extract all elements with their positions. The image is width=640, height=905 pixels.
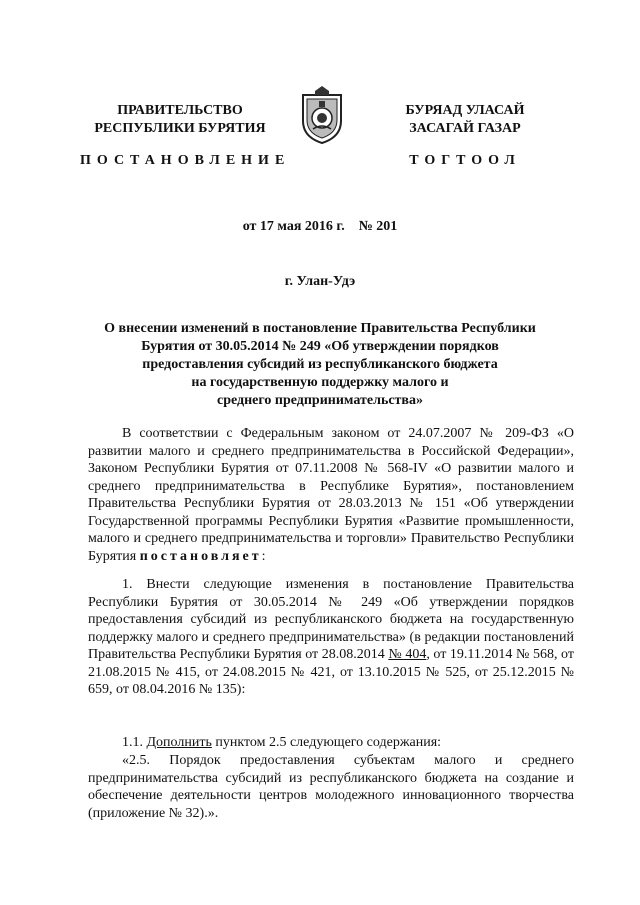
clause-1-1-prefix: 1.1.	[122, 735, 147, 750]
issuer-left	[80, 102, 280, 138]
preamble-tail: :	[261, 548, 266, 564]
city-line: г. Улан-Удэ	[284, 274, 356, 289]
preamble-paragraph	[88, 425, 574, 565]
clause-1-1-paragraph	[88, 734, 574, 752]
date-number-line: от 17 мая 2016 г. № 201	[242, 219, 398, 234]
clause-1-tail: , от 19.11.2014 № 568, от 21.08.2015 № 415, от 24.08.2015 № 421, от 13.10.2015 № 525, от 25.12.2015 № 659, от 08.04.2016 № 135):	[88, 647, 574, 697]
clause-1-text: 1. Внести следующие изменения в постановление Правительства Республики Бурятия от 30.05.2014 № 249 «Об утверждении порядков предоставления субсидий из республиканского бюджета на государственную поддержку малого и среднего предпринимательства» (в редакции постановлений Правительства Республики Бурятия от 28.08.2014	[88, 577, 574, 662]
document-type-ru: ПОСТАНОВЛЕНИЕ	[80, 153, 291, 168]
clause-2-5-text: «2.5. Порядок предоставления субъектам малого и среднего предпринимательства субсидий из республиканского бюджета на создание и обеспечение деятельности центров молодежного инновационного творчества (приложение № 32).».	[88, 753, 574, 821]
heading-line: Бурятия от 30.05.2014 № 249 «Об утверждении порядков	[141, 339, 499, 354]
heading-line: предоставления субсидий из республиканского бюджета	[142, 357, 498, 372]
heading-line: на государственную поддержку малого и	[191, 375, 449, 390]
supplement-link[interactable]: Дополнить	[146, 735, 212, 750]
issuer-left-line2: РЕСПУБЛИКИ БУРЯТИЯ	[94, 121, 266, 136]
decree-404-link[interactable]: № 404	[388, 647, 427, 662]
coat-of-arms-icon	[299, 85, 345, 145]
clause-1-1-text: пунктом 2.5 следующего содержания:	[211, 735, 442, 750]
clause-1-paragraph	[88, 576, 574, 699]
issuer-right	[365, 102, 565, 138]
document-heading	[90, 320, 550, 410]
preamble-text: В соответствии с Федеральным законом от 24.07.2007 № 209-ФЗ «О развитии малого и среднего предпринимательства в Российской Федерации», Законом Республики Бурятия от 07.11.2008 № 568-IV «О развитии малого и среднего предпринимательства в Республике Бурятия», постановлением Правительства Республики Бурятия от 28.03.2013 № 151 «Об утверждении Государственной программы Республики Бурятия «Развитие промышленности, малого и среднего предпринимательства и торговли» Правительство Республики Бурятия	[88, 426, 574, 564]
issuer-right-line2: ЗАСАГАЙ ГАЗАР	[409, 121, 521, 136]
clause-2-5-paragraph	[88, 752, 574, 822]
heading-line: среднего предпринимательства»	[217, 393, 423, 408]
document-type-bua: ТОГТООЛ	[409, 153, 521, 168]
heading-line: О внесении изменений в постановление Правительства Республики	[104, 321, 536, 336]
issuer-left-line1: ПРАВИТЕЛЬСТВО	[117, 103, 243, 118]
decree-keyword: постановляет	[139, 548, 262, 564]
issuer-right-line1: БУРЯАД УЛАСАЙ	[405, 103, 525, 118]
